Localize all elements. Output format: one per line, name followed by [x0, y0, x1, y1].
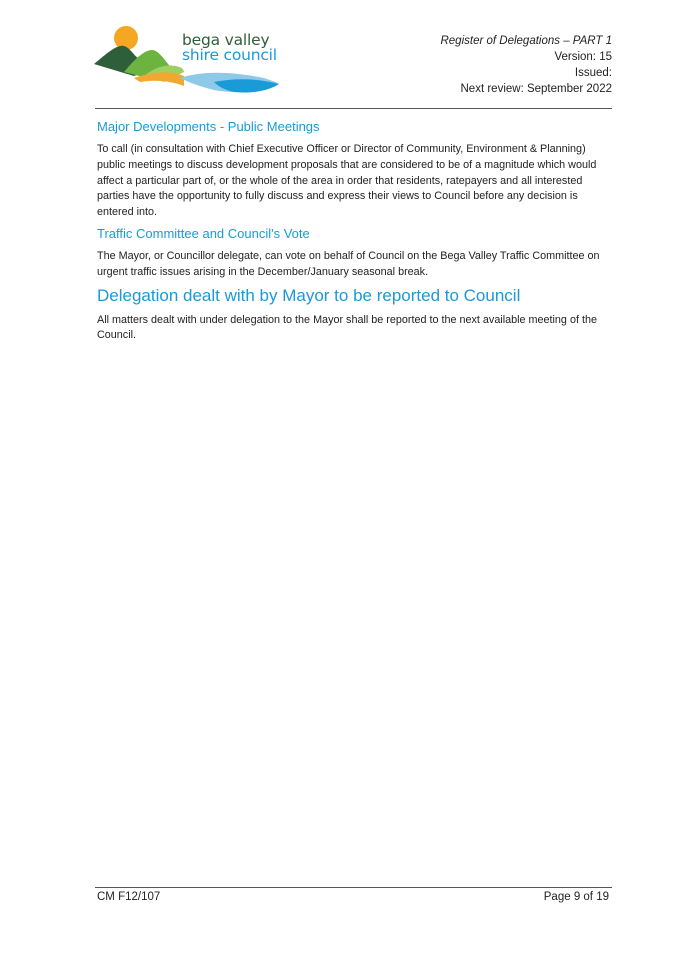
document-issued: Issued:: [574, 67, 612, 79]
document-next-review: Next review: September 2022: [460, 83, 612, 95]
section-body-major-developments: To call (in consultation with Chief Executive Officer or Director of Community, Environment & Planning) public meetings to discuss development proposals that are considered to be of a magnitude which would affect a particular part of, or the whole of the area in order that residents, ratepayers and all interested parties have the opportunity to fully discuss and express their views to Council before any decision is entered into.: [97, 143, 597, 219]
footer-page-number: Page 9 of 19: [543, 891, 609, 903]
council-logo: [94, 20, 314, 96]
footer-file-reference: CM F12/107: [97, 891, 161, 903]
logo-text-line1: bega valley: [182, 31, 270, 49]
header-divider: [95, 108, 612, 109]
document-header-info: [440, 33, 612, 97]
section-heading-traffic-committee: Traffic Committee and Council's Vote: [97, 225, 310, 241]
footer-divider: [95, 887, 612, 888]
section-heading-major-developments: Major Developments - Public Meetings: [97, 119, 320, 134]
page-content: [97, 118, 612, 348]
section-heading-delegation-reported: Delegation dealt with by Mayor to be reported to Council: [97, 285, 521, 305]
section-body-delegation-reported: All matters dealt with under delegation to the Mayor shall be reported to the next available meeting of the Council.: [97, 313, 597, 342]
document-version: Version: 15: [554, 51, 612, 63]
logo-text-line2: shire council: [182, 46, 277, 64]
section-body-traffic-committee: The Mayor, or Councillor delegate, can vote on behalf of Council on the Bega Valley Traffic Committee on urgent traffic issues arising in the December/January seasonal break.: [97, 249, 600, 278]
document-title: Register of Delegations – PART 1: [440, 35, 612, 47]
